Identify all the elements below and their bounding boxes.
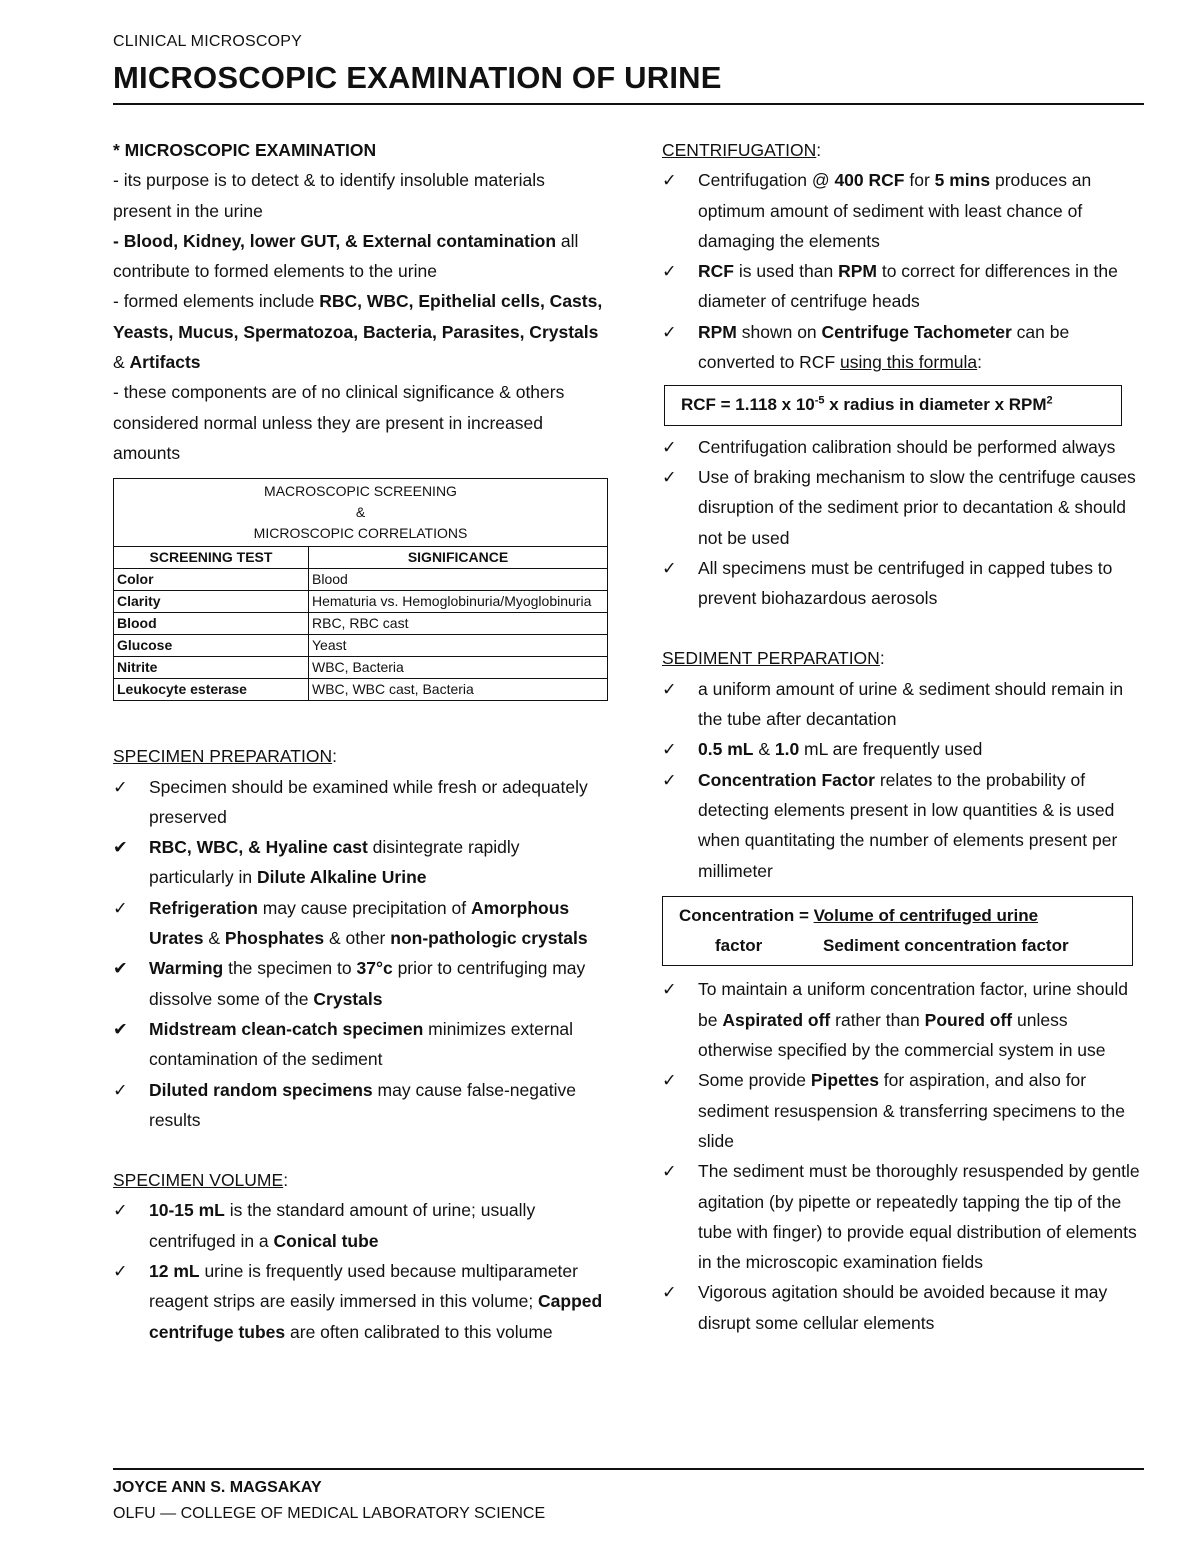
list-item: ✓ Centrifugation calibration should be performed always — [662, 432, 1146, 462]
intro-heading: * MICROSCOPIC EXAMINATION — [113, 140, 377, 160]
list-item: ✓ Some provide Pipettes for aspiration, and also for sediment resuspension & transferring specimens to the slide — [662, 1065, 1146, 1156]
list-item: ✓ Refrigeration may cause precipitation of Amorphous Urates & Phosphates & other non-pathologic crystals — [113, 893, 603, 954]
check-icon: ✔ — [113, 837, 128, 858]
list-item: ✓ RCF is used than RPM to correct for differences in the diameter of centrifuge heads — [662, 256, 1146, 317]
check-icon: ✔ — [113, 1018, 128, 1039]
table-header-test: SCREENING TEST — [114, 547, 309, 569]
list-item: ✓ 0.5 mL & 1.0 mL are frequently used — [662, 734, 1146, 764]
rcf-formula-box: RCF = 1.118 x $10^{-5}$ x radius in diameter x RPM$^2$ — [664, 385, 1122, 425]
list-item: ✓ a uniform amount of urine & sediment should remain in the tube after decantation — [662, 674, 1146, 735]
left-column — [113, 135, 603, 1347]
table-row: Color Blood — [114, 569, 608, 591]
table-row: Blood RBC, RBC cast — [114, 613, 608, 635]
intro-sources: - Blood, Kidney, lower GUT, & External contamination all contribute to formed elements to the urine — [113, 230, 579, 282]
list-item: ✓ To maintain a uniform concentration factor, urine should be Aspirated off rather than Poured off unless otherwise specified by the commercial system in use — [662, 974, 1146, 1065]
header-subject: CLINICAL MICROSCOPY — [113, 33, 303, 50]
check-icon: ✓ — [113, 897, 128, 918]
check-icon: ✓ — [113, 1079, 128, 1100]
check-icon: ✓ — [662, 321, 677, 342]
list-item: ✔ RBC, WBC, & Hyaline cast disintegrate rapidly particularly in Dilute Alkaline Urine — [113, 832, 603, 893]
check-icon: ✓ — [662, 436, 677, 457]
footer-rule — [113, 1468, 1144, 1470]
check-icon: ✓ — [662, 466, 677, 487]
check-icon: ✓ — [662, 739, 677, 760]
right-column — [662, 135, 1146, 1338]
header-rule — [113, 103, 1144, 105]
list-item: ✓ Diluted random specimens may cause false-negative results — [113, 1075, 603, 1136]
specimen-preparation-heading: SPECIMEN PREPARATION: — [113, 746, 337, 767]
check-icon: ✔ — [113, 958, 128, 979]
specimen-preparation-list — [113, 772, 603, 1136]
check-icon: ✓ — [662, 769, 677, 790]
check-icon: ✓ — [662, 1282, 677, 1303]
footer-school: OLFU — COLLEGE OF MEDICAL LABORATORY SCIENCE — [113, 1505, 546, 1522]
intro-formed-elements: - formed elements include RBC, WBC, Epithelial cells, Casts, Yeasts, Mucus, Spermatozoa, Bacteria, Parasites, Crystals & Artifacts — [113, 291, 603, 373]
list-item: ✔ Warming the specimen to 37°c prior to centrifuging may dissolve some of the Crystals — [113, 953, 603, 1014]
check-icon: ✓ — [662, 1161, 677, 1182]
concentration-formula-box: Concentration = Volume of centrifuged urine factor Sediment concentration factor — [662, 896, 1133, 967]
table-row: Clarity Hematuria vs. Hemoglobinuria/Myoglobinuria — [114, 591, 608, 613]
check-icon: ✓ — [113, 776, 128, 797]
page-title: MICROSCOPIC EXAMINATION OF URINE — [113, 60, 722, 95]
check-icon: ✓ — [113, 1200, 128, 1221]
list-item: ✓ Centrifugation @ 400 RCF for 5 mins produces an optimum amount of sediment with least chance of damaging the elements — [662, 165, 1146, 256]
list-item: ✔ Midstream clean-catch specimen minimizes external contamination of the sediment — [113, 1014, 603, 1075]
centrifugation-list — [662, 165, 1146, 377]
list-item: ✓ All specimens must be centrifuged in capped tubes to prevent biohazardous aerosols — [662, 553, 1146, 614]
table-row: Glucose Yeast — [114, 635, 608, 657]
check-icon: ✓ — [662, 557, 677, 578]
list-item: ✓ 12 mL urine is frequently used because multiparameter reagent strips are easily immersed in this volume; Capped centrifuge tubes are often calibrated to this volume — [113, 1256, 603, 1347]
sediment-preparation-list-2 — [662, 974, 1146, 1338]
check-icon: ✓ — [662, 261, 677, 282]
list-item: ✓ Concentration Factor relates to the probability of detecting elements present in low quantities & is used when quantitating the number of elements present per millimeter — [662, 765, 1146, 886]
list-item: ✓ Specimen should be examined while fresh or adequately preserved — [113, 772, 603, 833]
centrifugation-heading: CENTRIFUGATION: — [662, 140, 822, 160]
list-item: ✓ 10-15 mL is the standard amount of urine; usually centrifuged in a Conical tube — [113, 1195, 603, 1256]
footer-author: JOYCE ANN S. MAGSAKAY — [113, 1479, 322, 1496]
list-item: ✓ Use of braking mechanism to slow the centrifuge causes disruption of the sediment prior to decantation & should not be used — [662, 462, 1146, 553]
sediment-preparation-heading: SEDIMENT PERPARATION: — [662, 648, 885, 669]
specimen-volume-list — [113, 1195, 603, 1346]
check-icon: ✓ — [662, 979, 677, 1000]
centrifugation-list-2 — [662, 432, 1146, 614]
list-item: ✓ RPM shown on Centrifuge Tachometer can be converted to RCF using this formula: — [662, 317, 1146, 378]
check-icon: ✓ — [113, 1261, 128, 1282]
check-icon: ✓ — [662, 678, 677, 699]
screening-table — [113, 478, 608, 701]
intro-purpose: - its purpose is to detect & to identify insoluble materials present in the urine — [113, 170, 545, 221]
table-row: Leukocyte esterase WBC, WBC cast, Bacteria — [114, 679, 608, 701]
table-header-significance: SIGNIFICANCE — [309, 547, 608, 569]
table-caption: MACROSCOPIC SCREENING & MICROSCOPIC CORRELATIONS — [114, 479, 608, 547]
intro-significance: - these components are of no clinical significance & others considered normal unless they are present in increased amounts — [113, 382, 565, 463]
list-item: ✓ Vigorous agitation should be avoided because it may disrupt some cellular elements — [662, 1277, 1146, 1338]
specimen-volume-heading: SPECIMEN VOLUME: — [113, 1170, 289, 1191]
sediment-preparation-list — [662, 674, 1146, 886]
check-icon: ✓ — [662, 170, 677, 191]
list-item: ✓ The sediment must be thoroughly resuspended by gentle agitation (by pipette or repeatedly tapping the tip of the tube with finger) to provide equal distribution of elements in the microscopic examination fields — [662, 1156, 1146, 1277]
check-icon: ✓ — [662, 1070, 677, 1091]
table-row: Nitrite WBC, Bacteria — [114, 657, 608, 679]
